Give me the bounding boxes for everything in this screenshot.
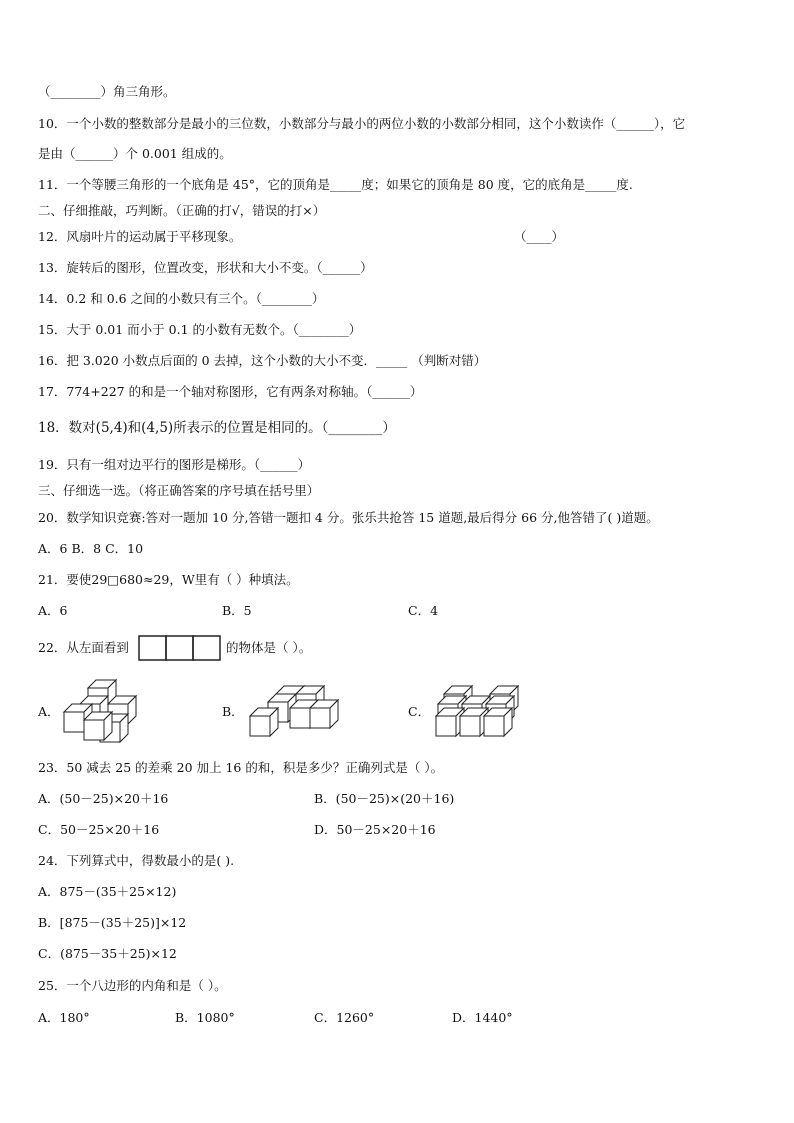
- q22-figure-b-cubes: [246, 682, 350, 738]
- q12: 12．风扇叶片的运动属于平移现象。: [38, 229, 242, 244]
- q23: 23．50 减去 25 的差乘 20 加上 16 的和，积是多少？正确列式是（ ）。: [38, 760, 444, 775]
- q17: 17．774+227 的和是一个轴对称图形，它有两条对称轴。（______）: [38, 384, 423, 399]
- q14: 14．0.2 和 0.6 之间的小数只有三个。（________）: [38, 291, 325, 306]
- q21-option-c: C．4: [408, 603, 439, 618]
- q22-option-c: C．: [408, 704, 431, 719]
- cube: [84, 712, 112, 740]
- cube: [484, 708, 512, 736]
- q24: 24．下列算式中，得数最小的是( ).: [38, 853, 235, 868]
- q22-suffix: 的物体是（ ）。: [226, 640, 312, 655]
- section-2-heading: 二、仔细推敲，巧判断。（正确的打√，错误的打×）: [38, 203, 326, 218]
- q24-option-b: B．[875－(35＋25)]×12: [38, 915, 187, 930]
- section-3-heading: 三、仔细选一选。（将正确答案的序号填在括号里）: [38, 483, 320, 498]
- q21-option-b: B．5: [222, 603, 252, 618]
- cube: [250, 708, 278, 736]
- q16: 16．把 3.020 小数点后面的 0 去掉，这个小数的大小不变．_____ （判断对错）: [38, 353, 487, 368]
- q23-option-a: A．(50－25)×20＋16: [38, 791, 169, 806]
- q22-option-b: B．: [222, 704, 244, 719]
- q22-figure-c-cubes: [432, 686, 528, 740]
- q24-option-c: C．(875－35＋25)×12: [38, 946, 177, 961]
- q13: 13．旋转后的图形，位置改变，形状和大小不变。（______）: [38, 260, 373, 275]
- left-view-three-squares: [138, 635, 222, 661]
- q9-tail: （________）角三角形。: [38, 84, 176, 99]
- q25-option-d: D．1440°: [452, 1010, 513, 1025]
- q23-option-c: C．50－25×20＋16: [38, 822, 160, 837]
- q21-option-a: A．6: [38, 603, 68, 618]
- q15: 15．大于 0.01 而小于 0.1 的小数有无数个。（________）: [38, 322, 362, 337]
- q10-line2: 是由（______）个 0.001 组成的。: [38, 146, 232, 161]
- cube: [310, 700, 338, 728]
- q22-figure-a-cubes: [60, 676, 150, 742]
- q25-option-a: A．180°: [38, 1010, 90, 1025]
- q20-options: A．6 B．8 C．10: [38, 541, 144, 556]
- q20: 20．数学知识竞赛:答对一题加 10 分,答错一题扣 4 分。张乐共抢答 15 道题,最后得分 66 分,他答错了( )道题。: [38, 510, 659, 525]
- q22-prefix: 22．从左面看到: [38, 640, 129, 655]
- q24-option-a: A．875－(35＋25×12): [38, 884, 177, 899]
- q18: 18．数对(5,4)和(4,5)所表示的位置是相同的。（________）: [38, 420, 396, 436]
- q19: 19．只有一组对边平行的图形是梯形。（______）: [38, 457, 311, 472]
- q21: 21．要使29□680≈29，W里有（ ）种填法。: [38, 572, 299, 587]
- q12-blank: （____）: [514, 229, 565, 244]
- q25-option-c: C．1260°: [314, 1010, 375, 1025]
- q25: 25．一个八边形的内角和是（ ）。: [38, 978, 227, 993]
- q22-option-a: A．: [38, 704, 60, 719]
- q10-line1: 10．一个小数的整数部分是最小的三位数，小数部分与最小的两位小数的小数部分相同，这个小数读作（______），它: [38, 116, 686, 131]
- q25-option-b: B．1080°: [175, 1010, 235, 1025]
- q23-option-b: B．(50－25)×(20＋16): [314, 791, 455, 806]
- q23-option-d: D．50－25×20＋16: [314, 822, 436, 837]
- q11: 11．一个等腰三角形的一个底角是 45°，它的顶角是_____度；如果它的顶角是 80 度，它的底角是_____度.: [38, 177, 633, 192]
